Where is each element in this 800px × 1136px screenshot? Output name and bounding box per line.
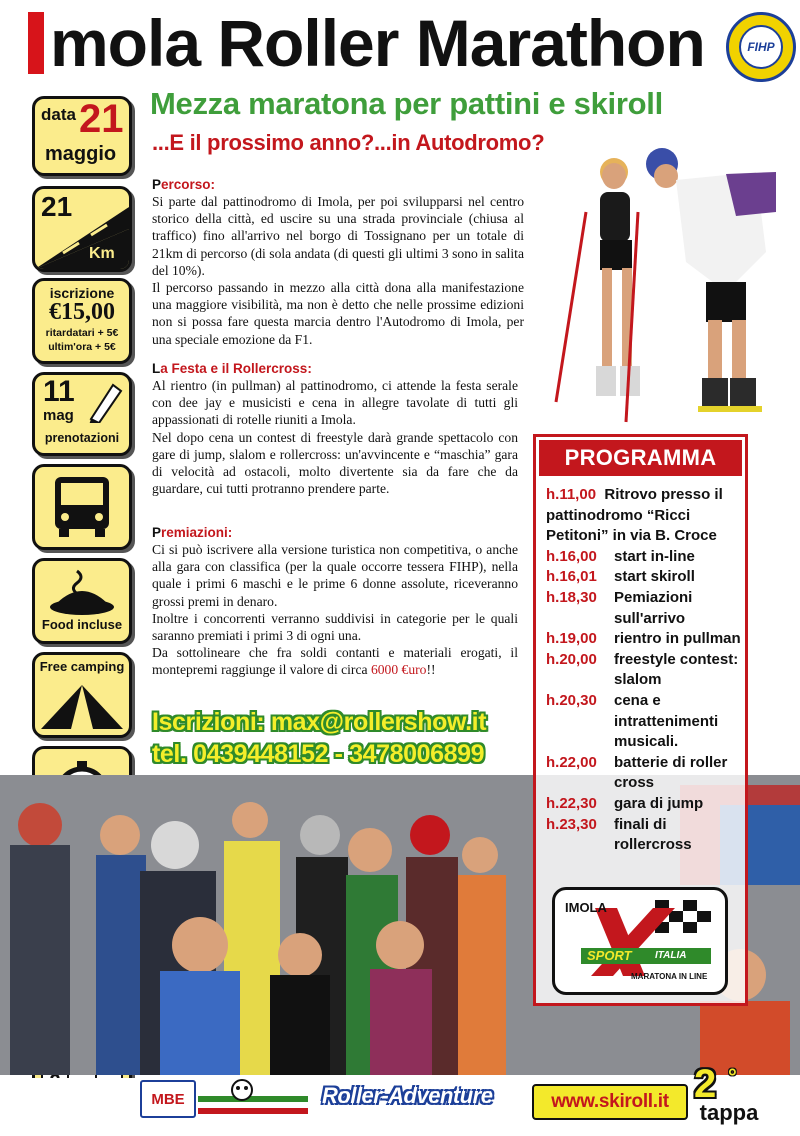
price-last: ultim'ora + 5€: [48, 341, 116, 353]
booking-box: [32, 372, 132, 456]
fihp-seal-logo: [726, 12, 796, 82]
page-title: [28, 6, 705, 80]
program-item: [546, 588, 746, 629]
food-box: [32, 558, 132, 644]
section-festa-title: [152, 360, 518, 377]
premiazioni-body-2: Inoltre i concorrenti verranno suddivisi in categorie per le quali saranno premiati i primi 3 di ogni una.: [152, 610, 518, 644]
premiazioni-body-3: [152, 644, 518, 678]
program-desc: cena e intrattenimenti musicali.: [614, 691, 719, 751]
title-text: [50, 6, 705, 80]
program-title: PROGRAMMA: [539, 440, 742, 476]
program-item: [546, 815, 746, 856]
premiazioni-initial: P: [152, 525, 162, 540]
prize-amount: 6000 €uro: [370, 662, 427, 678]
program-time: h.18,30: [546, 588, 597, 606]
program-item: [546, 650, 746, 691]
percorso-body-1: Si parte dal pattinodromo di Imola, per poi svilupparsi nel centro storico della città, ed uscire su una strada provinciale (chiusa al traffico) fino all'arrivo nel borgo di Tossignano per un totale di 21km di percorso (di sola andata (di questi gli ultimi 3 sono in salita del 10%).: [152, 194, 524, 278]
website-link[interactable]: www.skiroll.it: [532, 1084, 688, 1120]
percorso-body-2: Il percorso passando in mezzo alla città dona alla manifestazione una maggiore visibilità, ma non è detto che nelle prossime edizioni non si possa fare questa marcia dentro l'Autodromo di Imola, per una speciale emozione da F1.: [152, 280, 524, 347]
program-desc: rientro in pullman: [614, 630, 741, 648]
program-time: h.20,00: [546, 650, 597, 668]
festa-body-2: Nel dopo cena un contest di freestyle darà grande spettacolo con gare di jump, slalom e rollercross: un'avvincente e “maschia” gara di velocità ad ostacoli, molto divertente sia da fare che da guardare, cui tutti protranno prendere parte.: [152, 429, 518, 497]
contact-phone[interactable]: tel. 0439448152 - 3478006899: [152, 740, 485, 768]
premiazioni-title-rest: remiazioni:: [161, 525, 233, 540]
festa-body-1: Al rientro (in pullman) al pattinodromo, ci attende la festa serale con dee jay e musicisti e cena in allegre tavolate di tutti gli appassionati di rotelle riuniti a Imola.: [152, 378, 518, 428]
section-premiazioni-title: [152, 524, 518, 541]
program-desc: start skiroll: [614, 568, 695, 586]
program-time: h.20,30: [546, 691, 597, 709]
program-time: h.23,30: [546, 815, 597, 833]
distance-box: [32, 186, 132, 272]
program-item: [546, 567, 746, 588]
program-time: h.16,01: [546, 568, 597, 586]
section-premiazioni: [152, 524, 518, 679]
program-desc: Pemiazioni sull'arrivo: [614, 588, 693, 627]
program-item: [546, 485, 746, 547]
program-time: h.19,00: [546, 630, 597, 648]
distance-value: 21: [41, 191, 73, 222]
premiazioni-body-1: Ci si può iscrivere alla versione turistica non competitiva, o anche alla gara con classifica (per la quale occorre tessera FIHP), nella quale i primi 6 maschi e le prime 6 donne assolute, riceveranno grossi premi in denaro.: [152, 542, 518, 609]
mascot-icon: [198, 1078, 314, 1118]
date-box: [32, 96, 132, 176]
skiers-photo: [526, 142, 788, 428]
subheadline: ...E il prossimo anno?...in Autodromo?: [152, 130, 545, 155]
date-label: data: [41, 105, 76, 124]
logo-imola: IMOLA: [565, 900, 607, 915]
section-festa: [152, 360, 518, 497]
program-item: [546, 794, 746, 815]
percorso-title-rest: ercorso:: [161, 177, 216, 192]
booking-label: prenotazioni: [44, 431, 120, 445]
stage-number: 2: [694, 1062, 717, 1106]
fihp-seal-center: FIHP: [739, 25, 783, 69]
contact-email[interactable]: Iscrizioni: max@rollershow.it: [152, 708, 487, 736]
tent-icon: [35, 677, 129, 733]
program-item: [546, 547, 746, 568]
food-icon: [35, 561, 129, 621]
date-day: 21: [79, 97, 124, 141]
headline: Mezza maratona per pattini e skiroll: [150, 86, 663, 121]
program-list: [546, 485, 746, 856]
premiazioni-body-3-post: !!: [426, 662, 436, 678]
program-desc: freestyle contest: slalom: [614, 650, 739, 689]
percorso-initial: P: [152, 177, 162, 192]
pen-icon: [83, 379, 123, 423]
logo-brand: SPORT: [587, 948, 632, 963]
program-item: [546, 629, 746, 650]
section-percorso: [152, 176, 524, 348]
distance-unit: Km: [89, 245, 115, 262]
program-item: [546, 753, 746, 794]
booking-month: mag: [43, 407, 74, 424]
festa-title-rest: a Festa e il Rollercross:: [160, 361, 312, 376]
program-time: h.22,00: [546, 753, 597, 771]
program-time: h.22,30: [546, 794, 597, 812]
title-red-initial-bar: [28, 12, 44, 74]
imola-sport-logo: [552, 887, 728, 995]
roller-adventure-logo: Roller-Adventure: [322, 1083, 493, 1108]
festa-initial: L: [152, 361, 161, 376]
camping-label: Free camping: [39, 659, 125, 674]
program-desc: start in-line: [614, 547, 695, 565]
date-month: maggio: [45, 143, 117, 165]
food-label: Food incluse: [41, 617, 123, 632]
program-desc: finali di rollercross: [614, 815, 692, 854]
bus-box: [32, 464, 132, 550]
program-item: [546, 691, 746, 753]
logo-bottom: MARATONA IN LINE: [631, 972, 708, 981]
price-late: ritardatari + 5€: [45, 327, 119, 339]
stage-ordinal: °: [728, 1064, 737, 1089]
price-label: iscrizione: [49, 285, 115, 301]
mbe-logo: MBE: [140, 1080, 196, 1118]
program-desc: batterie di roller cross: [614, 753, 728, 792]
bus-icon: [35, 467, 129, 547]
price-box: [32, 278, 132, 364]
section-percorso-title: [152, 176, 524, 193]
program-desc: gara di jump: [614, 794, 704, 812]
price-value: €15,00: [49, 299, 115, 325]
program-desc: Ritrovo presso il pattinodromo “Ricci Petitoni” in via B. Croce: [546, 486, 723, 545]
stage-label: tappa: [699, 1100, 759, 1125]
title-rest: mola Roller Marathon: [50, 6, 705, 80]
program-time: h.16,00: [546, 547, 597, 565]
program-time: h.11,00: [546, 486, 597, 503]
stage-badge: [688, 1064, 770, 1130]
camping-box: [32, 652, 132, 738]
program-panel: [533, 434, 748, 1006]
logo-italia: ITALIA: [655, 950, 687, 961]
premiazioni-body-3-pre: Da sottolineare che fra soldi contanti e materiali erogati, il montepremi raggiunge il valore di circa: [152, 645, 518, 678]
booking-day: 11: [43, 375, 75, 408]
